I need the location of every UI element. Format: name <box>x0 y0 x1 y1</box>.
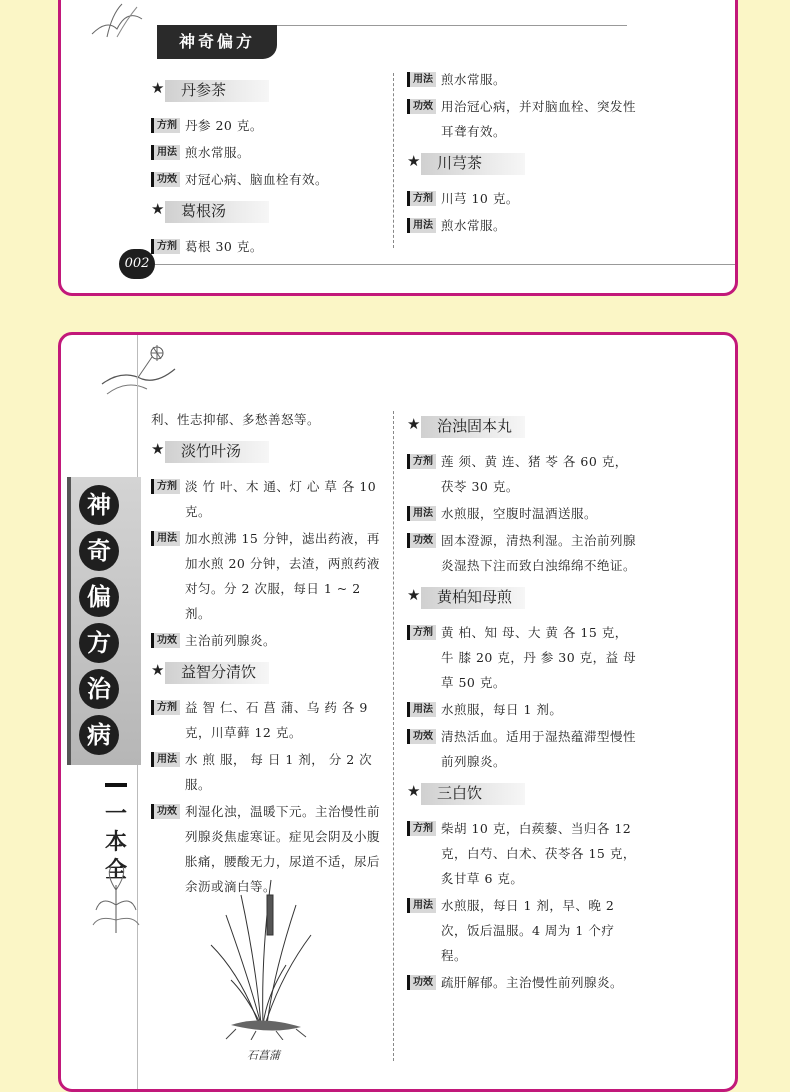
recipe-title: 川芎茶 <box>437 154 483 172</box>
column-right <box>407 67 637 240</box>
row-text: 用治冠心病，并对脑血栓、突发性耳聋有效。 <box>441 99 637 139</box>
row-text: 水 煎 服， 每 日 1 剂， 分 2 次服。 <box>185 752 373 792</box>
column-divider <box>393 411 394 1061</box>
recipe-heading <box>151 77 386 105</box>
row-text: 丹参 20 克。 <box>185 118 263 133</box>
row-text: 葛根 30 克。 <box>185 239 263 254</box>
herb-root-illustration-icon <box>97 339 179 405</box>
row-tag: 功效 <box>407 729 436 744</box>
row-text: 煎水常服。 <box>185 145 251 160</box>
recipe-heading <box>407 780 639 808</box>
continued-rows <box>407 67 637 144</box>
row-text: 利湿化浊，温暖下元。主治慢性前列腺炎焦虚寒证。症见会阴及小腹胀痛，腰酸无力，尿道不适，尿后余沥或滴白等。 <box>185 804 381 894</box>
side-title-char: 偏 <box>79 577 119 617</box>
recipe-section <box>407 150 637 238</box>
star-icon: ★ <box>151 79 165 97</box>
row-tag: 方剂 <box>407 821 436 836</box>
recipe-title: 治浊固本丸 <box>437 417 513 435</box>
row-tag: 方剂 <box>407 454 436 469</box>
column-right <box>407 407 639 997</box>
recipe-title: 淡竹叶汤 <box>181 442 242 460</box>
recipe-section <box>407 413 639 578</box>
flower-illustration-icon <box>91 865 141 935</box>
recipe-row <box>407 724 639 774</box>
calamus-illustration-icon <box>201 875 331 1040</box>
recipe-row <box>151 167 386 192</box>
star-icon: ★ <box>407 782 421 800</box>
side-title-char: 方 <box>79 623 119 663</box>
recipe-title: 丹参茶 <box>181 81 227 99</box>
row-tag: 功效 <box>151 633 180 648</box>
row-text: 川芎 10 克。 <box>441 191 519 206</box>
recipe-heading <box>151 438 381 466</box>
star-icon: ★ <box>407 415 421 433</box>
row-tag: 功效 <box>407 99 436 114</box>
row-text: 淡 竹 叶、木 通、灯 心 草 各 10 克。 <box>185 479 377 519</box>
recipe-title: 益智分清饮 <box>181 663 257 681</box>
row-tag: 用法 <box>407 506 436 521</box>
recipe-row <box>407 501 639 526</box>
recipe-row <box>407 970 639 995</box>
row-text: 固本澄源，清热利湿。主治前列腺炎湿热下注而致白浊绵绵不绝证。 <box>441 533 637 573</box>
recipe-heading <box>151 659 381 687</box>
row-tag: 用法 <box>407 72 436 87</box>
row-text: 水煎服，每日 1 剂。 <box>441 702 563 717</box>
row-text: 对冠心病、脑血栓有效。 <box>185 172 329 187</box>
recipe-section <box>407 780 639 995</box>
row-text: 水煎服，每日 1 剂，早、晚 2 次，饭后温服。4 周为 1 个疗程。 <box>441 898 615 963</box>
row-tag: 用法 <box>407 898 436 913</box>
page-bottom <box>58 332 738 1092</box>
side-title <box>79 485 119 761</box>
recipe-row <box>151 628 381 653</box>
recipe-heading <box>407 413 639 441</box>
star-icon: ★ <box>407 586 421 604</box>
row-tag: 方剂 <box>151 239 180 254</box>
recipe-row <box>151 526 381 626</box>
recipe-section <box>151 438 381 653</box>
recipe-section <box>151 198 386 259</box>
side-title-char: 奇 <box>79 531 119 571</box>
row-text: 莲 须、黄 连、猪 苓 各 60 克，茯苓 30 克。 <box>441 454 628 494</box>
row-tag: 功效 <box>407 533 436 548</box>
recipe-heading <box>407 584 639 612</box>
row-tag: 用法 <box>407 218 436 233</box>
row-tag: 用法 <box>151 145 180 160</box>
recipe-heading <box>151 198 386 226</box>
herb-illustration-icon <box>87 0 147 39</box>
row-tag: 方剂 <box>407 191 436 206</box>
row-text: 煎水常服。 <box>441 218 507 233</box>
row-text: 煎水常服。 <box>441 72 507 87</box>
recipe-row <box>407 620 639 695</box>
illustration-caption: 石菖蒲 <box>247 1049 280 1062</box>
page-number: 002 <box>119 249 155 279</box>
recipe-heading <box>407 150 637 178</box>
recipe-row <box>151 140 386 165</box>
recipe-row <box>407 528 639 578</box>
row-text: 加水煎沸 15 分钟，滤出药液，再加水煎 20 分钟，去渣，两煎药液对匀。分 2 次服，每日 1 ~ 2 剂。 <box>185 531 380 621</box>
recipe-section <box>151 77 386 192</box>
section-banner: 神奇偏方 <box>157 25 277 59</box>
row-text: 清热活血。适用于湿热蕴滞型慢性前列腺炎。 <box>441 729 637 769</box>
recipe-row <box>407 67 637 92</box>
recipe-row <box>151 474 381 524</box>
recipe-row <box>407 186 637 211</box>
recipe-row <box>151 695 381 745</box>
continued-text: 利、性志抑郁、多愁善怒等。 <box>151 412 321 427</box>
star-icon: ★ <box>151 440 165 458</box>
recipe-row <box>407 893 639 968</box>
row-tag: 用法 <box>407 702 436 717</box>
column-left <box>151 407 381 901</box>
row-text: 水煎服，空腹时温酒送服。 <box>441 506 598 521</box>
row-tag: 方剂 <box>151 479 180 494</box>
row-tag: 方剂 <box>151 700 180 715</box>
row-text: 疏肝解郁。主治慢性前列腺炎。 <box>441 975 624 990</box>
side-title-char: 神 <box>79 485 119 525</box>
side-title-char: 治 <box>79 669 119 709</box>
row-text: 黄 柏、知 母、大 黄 各 15 克，牛 膝 20 克，丹 参 30 克，益 母 草 50 克。 <box>441 625 637 690</box>
recipe-row <box>151 113 386 138</box>
row-text: 柴胡 10 克，白蒺藜、当归各 12 克，白芍、白术、茯苓各 15 克，炙甘草 6 克。 <box>441 821 636 886</box>
column-divider <box>393 73 394 248</box>
recipe-row <box>407 94 637 144</box>
footer-rule <box>155 264 735 265</box>
recipe-title: 三白饮 <box>437 784 483 802</box>
row-tag: 方剂 <box>151 118 180 133</box>
row-tag: 功效 <box>407 975 436 990</box>
row-tag: 方剂 <box>407 625 436 640</box>
row-tag: 用法 <box>151 531 180 546</box>
dash-glyph <box>105 783 127 787</box>
side-title-char: 病 <box>79 715 119 755</box>
recipe-title: 黄柏知母煎 <box>437 588 513 606</box>
recipe-row <box>407 697 639 722</box>
row-tag: 功效 <box>151 172 180 187</box>
recipe-title: 葛根汤 <box>181 202 227 220</box>
side-book-text: 一本全 <box>104 802 127 883</box>
recipe-section <box>151 659 381 899</box>
recipe-row <box>151 234 386 259</box>
recipe-row <box>407 816 639 891</box>
column-left <box>151 71 386 261</box>
recipe-row <box>407 449 639 499</box>
star-icon: ★ <box>151 200 165 218</box>
row-tag: 功效 <box>151 804 180 819</box>
star-icon: ★ <box>407 152 421 170</box>
row-tag: 用法 <box>151 752 180 767</box>
star-icon: ★ <box>151 661 165 679</box>
recipe-row <box>151 747 381 797</box>
row-text: 益 智 仁、石 菖 蒲、乌 药 各 9 克，川草藓 12 克。 <box>185 700 368 740</box>
row-text: 主治前列腺炎。 <box>185 633 277 648</box>
page-top <box>58 0 738 296</box>
recipe-row <box>407 213 637 238</box>
recipe-section <box>407 584 639 774</box>
